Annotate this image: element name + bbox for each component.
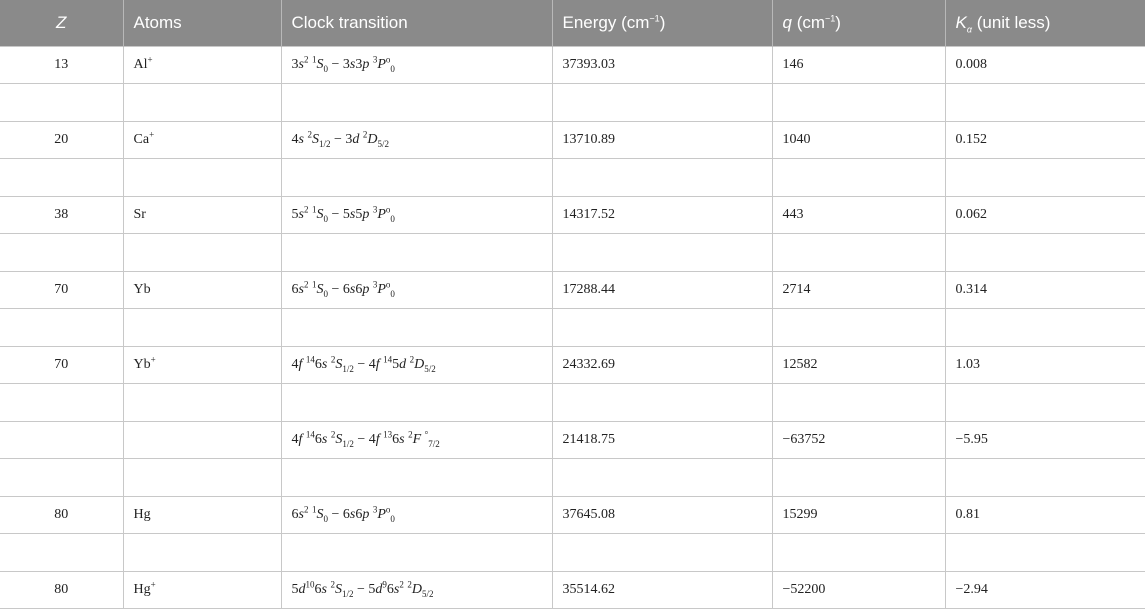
cell-k: 1.03 — [945, 346, 1145, 384]
cell-q: 15299 — [772, 496, 945, 534]
header-clock-transition: Clock transition — [281, 0, 552, 46]
table-row — [0, 196, 1145, 234]
header-q: q $(cm^{-1})$ — [772, 0, 945, 46]
table-row — [0, 571, 1145, 609]
cell-z: 13 — [0, 46, 123, 84]
cell-q: 443 — [772, 196, 945, 234]
table-body — [0, 46, 1145, 609]
cell-z: 80 — [0, 571, 123, 609]
cell-energy: 14317.52 — [552, 196, 772, 234]
cell-transition: $5s^2$ $^1S_0 - 5s5p$ $^3P^o_0$ — [281, 196, 552, 234]
cell-k: 0.152 — [945, 121, 1145, 159]
cell-transition: $6s^2$ $^1S_0 - 6s6p$ $^3P^o_0$ — [281, 271, 552, 309]
cell-energy: 24332.69 — [552, 346, 772, 384]
cell-atom: Yb — [123, 271, 281, 309]
table-row — [0, 271, 1145, 309]
cell-q: 146 — [772, 46, 945, 84]
table-row-spacer — [0, 459, 1145, 497]
cell-z: 70 — [0, 346, 123, 384]
table-row-spacer — [0, 159, 1145, 197]
cell-atom: Hg — [123, 496, 281, 534]
cell-q: −63752 — [772, 421, 945, 459]
cell-energy: 37393.03 — [552, 46, 772, 84]
cell-transition: 4f $^{14}$6s $^2S_{1/2} - 4f$ $^{14}$5d $^2D_{5/2}$ — [281, 346, 552, 384]
cell-transition: $6s^2$ $^1S_0 - 6s6p$ $^3P^o_0$ — [281, 496, 552, 534]
header-atoms: Atoms — [123, 0, 281, 46]
table-row-spacer — [0, 534, 1145, 572]
cell-transition: 4s $^2S_{1/2} - 3d$ $^2D_{5/2}$ — [281, 121, 552, 159]
cell-atom: Hg+ — [123, 571, 281, 609]
table-row — [0, 346, 1145, 384]
table-row-spacer — [0, 84, 1145, 122]
cell-q: 1040 — [772, 121, 945, 159]
table-row-spacer — [0, 234, 1145, 272]
cell-atom: Yb+ — [123, 346, 281, 384]
table-row-spacer — [0, 309, 1145, 347]
cell-q: 2714 — [772, 271, 945, 309]
cell-energy: 37645.08 — [552, 496, 772, 534]
cell-energy: 13710.89 — [552, 121, 772, 159]
table-row — [0, 46, 1145, 84]
cell-q: −52200 — [772, 571, 945, 609]
cell-k: 0.008 — [945, 46, 1145, 84]
cell-k: 0.314 — [945, 271, 1145, 309]
table-row — [0, 121, 1145, 159]
cell-atom: Ca+ — [123, 121, 281, 159]
header-energy: Energy $(cm^{-1})$ — [552, 0, 772, 46]
cell-z: 80 — [0, 496, 123, 534]
table-row — [0, 496, 1145, 534]
cell-atom: Al+ — [123, 46, 281, 84]
cell-transition: $5d^{10}6s$ $^2S_{1/2} - 5d^96s^2$ $^2D_{5/2}$ — [281, 571, 552, 609]
header-z — [0, 0, 123, 46]
cell-z — [0, 421, 123, 459]
cell-z: 70 — [0, 271, 123, 309]
cell-transition: $3s^2$ $^1S_0 - 3s3p$ $^3P^o_0$ — [281, 46, 552, 84]
cell-atom: Sr — [123, 196, 281, 234]
cell-z: 20 — [0, 121, 123, 159]
table-header — [0, 0, 1145, 46]
cell-k: 0.062 — [945, 196, 1145, 234]
cell-k: 0.81 — [945, 496, 1145, 534]
cell-transition: 4f $^{14}$6s $^2S_{1/2} - 4f$ $^{13}$6s $^2$F °$_{7/2}$ — [281, 421, 552, 459]
table-row — [0, 421, 1145, 459]
header-z-label: Z — [56, 12, 67, 32]
cell-q: 12582 — [772, 346, 945, 384]
header-k-alpha: $K_\alpha$ (unit less) — [945, 0, 1145, 46]
header-row — [0, 0, 1145, 46]
cell-atom — [123, 421, 281, 459]
cell-k: −2.94 — [945, 571, 1145, 609]
cell-energy: 35514.62 — [552, 571, 772, 609]
cell-k: −5.95 — [945, 421, 1145, 459]
cell-energy: 21418.75 — [552, 421, 772, 459]
table-row-spacer — [0, 384, 1145, 422]
cell-z: 38 — [0, 196, 123, 234]
cell-energy: 17288.44 — [552, 271, 772, 309]
